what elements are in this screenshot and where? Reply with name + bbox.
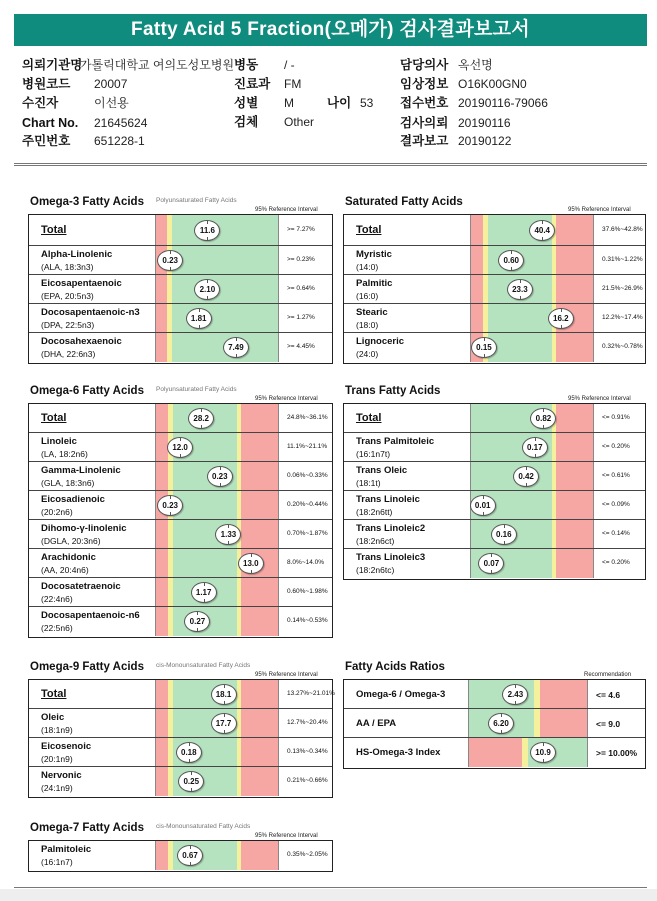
value-marker: 40.4 bbox=[529, 220, 555, 241]
range-red bbox=[471, 275, 483, 303]
omega3-row bbox=[29, 275, 332, 304]
row-sub: (GLA, 18:3n6) bbox=[41, 478, 95, 488]
range-red bbox=[241, 680, 278, 708]
row-name: Alpha-Linolenic bbox=[41, 249, 113, 260]
omega3-title: Omega-3 Fatty Acids bbox=[30, 196, 144, 208]
range-red bbox=[241, 767, 278, 796]
reference-value: 37.6%~42.8% bbox=[602, 225, 643, 233]
report-date-label: 결과보고 bbox=[400, 134, 449, 148]
omega3-panel bbox=[28, 214, 333, 364]
range-red bbox=[156, 520, 168, 548]
row-name: Linoleic bbox=[41, 436, 77, 447]
value-marker: 13.0 bbox=[238, 553, 264, 574]
ratios-ref-header: Recommendation bbox=[584, 672, 632, 678]
reference-value: 11.1%~21.1% bbox=[287, 442, 328, 450]
omega3-row bbox=[29, 333, 332, 362]
range-red bbox=[540, 680, 587, 708]
range-green bbox=[173, 549, 236, 577]
row-sub: (24:0) bbox=[356, 349, 379, 359]
chart-value: 21645624 bbox=[94, 116, 148, 130]
value-marker: 0.27 bbox=[184, 611, 210, 632]
trans-row bbox=[344, 491, 645, 520]
value-marker: 0.25 bbox=[178, 771, 204, 792]
range-green bbox=[172, 215, 278, 245]
trans-panel bbox=[343, 403, 646, 580]
range-red bbox=[241, 841, 278, 870]
omega6-row bbox=[29, 520, 332, 549]
value-marker: 23.3 bbox=[507, 279, 533, 300]
trans-row bbox=[344, 404, 645, 433]
ratios-title: Fatty Acids Ratios bbox=[345, 661, 445, 673]
reference-value: 12.2%~17.4% bbox=[602, 313, 643, 321]
range-red bbox=[471, 304, 483, 332]
clinical-value: O16K00GN0 bbox=[458, 77, 527, 91]
range-red bbox=[156, 333, 167, 362]
row-sub: (DHA, 22:6n3) bbox=[41, 349, 96, 359]
omega9-subtitle: cis-Monounsaturated Fatty Acids bbox=[156, 662, 251, 669]
range-bar bbox=[155, 767, 279, 796]
range-red bbox=[469, 738, 522, 767]
row-name: Nervonic bbox=[41, 770, 82, 781]
range-green bbox=[172, 275, 278, 303]
reference-value: 0.13%~0.34% bbox=[287, 747, 328, 755]
row-name: Stearic bbox=[356, 307, 388, 318]
omega3-subtitle: Polyunsaturated Fatty Acids bbox=[156, 197, 237, 204]
omega9-row bbox=[29, 709, 332, 738]
saturated-row bbox=[344, 246, 645, 275]
row-name: Omega-6 / Omega-3 bbox=[356, 688, 446, 700]
hospital-code-value: 20007 bbox=[94, 77, 128, 91]
range-red bbox=[241, 578, 278, 606]
sex-value: M bbox=[284, 96, 294, 110]
row-sub: (18:1n9) bbox=[41, 725, 73, 735]
value-marker: 0.16 bbox=[491, 524, 517, 545]
reference-value: 24.8%~36.1% bbox=[287, 413, 328, 421]
value-marker: 0.18 bbox=[176, 742, 202, 763]
range-red bbox=[241, 491, 278, 519]
omega9-panel bbox=[28, 679, 333, 798]
trans-row bbox=[344, 549, 645, 578]
row-sub: (18:2n6tt) bbox=[356, 507, 393, 517]
range-red bbox=[556, 462, 593, 490]
range-red bbox=[156, 607, 168, 636]
row-sub: (18:2n6ct) bbox=[356, 536, 395, 546]
value-marker: 2.43 bbox=[502, 684, 528, 705]
range-bar bbox=[155, 841, 279, 870]
row-sub: (LA, 18:2n6) bbox=[41, 449, 88, 459]
ratios-row bbox=[344, 709, 645, 738]
row-sub: (AA, 20:4n6) bbox=[41, 565, 89, 575]
range-green bbox=[488, 333, 551, 362]
row-name: Oleic bbox=[41, 712, 65, 723]
value-marker: 2.10 bbox=[194, 279, 220, 300]
range-red bbox=[156, 549, 168, 577]
range-red bbox=[156, 462, 168, 490]
omega7-row bbox=[29, 841, 332, 870]
value-marker: 0.23 bbox=[157, 495, 183, 516]
range-red bbox=[556, 404, 593, 432]
chart-label: Chart No. bbox=[22, 116, 79, 130]
trans-ref-header: 95% Reference Interval bbox=[568, 396, 631, 402]
omega6-ref-header: 95% Reference Interval bbox=[255, 396, 318, 402]
row-name: Eicosenoic bbox=[41, 741, 92, 752]
row-name: Total bbox=[41, 411, 67, 424]
row-name: Total bbox=[356, 223, 382, 236]
row-sub: (DPA, 22:5n3) bbox=[41, 320, 95, 330]
range-red bbox=[556, 549, 593, 578]
trans-title: Trans Fatty Acids bbox=[345, 385, 441, 397]
row-name: Dihomo-γ-linolenic bbox=[41, 523, 127, 534]
reference-value: <= 4.6 bbox=[596, 689, 621, 700]
request-date-label: 검사의뢰 bbox=[400, 116, 449, 130]
range-red bbox=[241, 709, 278, 737]
patient-value: 이선용 bbox=[94, 96, 129, 110]
value-marker: 0.42 bbox=[513, 466, 539, 487]
reference-value: 0.14%~0.53% bbox=[287, 616, 328, 624]
range-bar bbox=[468, 738, 588, 767]
row-name: Myristic bbox=[356, 249, 392, 260]
divider bbox=[14, 163, 647, 164]
saturated-row bbox=[344, 275, 645, 304]
reference-value: 21.5%~26.9% bbox=[602, 284, 643, 292]
range-red bbox=[156, 404, 168, 432]
sex-label: 성별 bbox=[234, 96, 259, 110]
doctor-label: 담당의사 bbox=[400, 58, 449, 72]
row-name: Palmitoleic bbox=[41, 844, 92, 855]
row-name: Docosapentaenoic-n6 bbox=[41, 610, 140, 621]
ratios-row bbox=[344, 738, 645, 767]
value-marker: 18.1 bbox=[211, 684, 237, 705]
range-red bbox=[556, 491, 593, 519]
row-sub: (20:1n9) bbox=[41, 754, 73, 764]
saturated-row bbox=[344, 215, 645, 246]
reference-value: <= 9.0 bbox=[596, 718, 621, 729]
reference-value: 8.0%~14.0% bbox=[287, 558, 325, 566]
omega7-title: Omega-7 Fatty Acids bbox=[30, 822, 144, 834]
omega3-row bbox=[29, 304, 332, 333]
omega7-ref-header: 95% Reference Interval bbox=[255, 833, 318, 839]
receipt-value: 20190116-79066 bbox=[458, 96, 548, 110]
saturated-title: Saturated Fatty Acids bbox=[345, 196, 463, 208]
range-bar bbox=[470, 520, 594, 548]
row-name: Total bbox=[356, 411, 382, 424]
row-name: Gamma-Linolenic bbox=[41, 465, 121, 476]
id-label: 주민번호 bbox=[22, 134, 71, 148]
reference-value: >= 10.00% bbox=[596, 747, 638, 758]
row-name: Total bbox=[41, 223, 67, 236]
range-green bbox=[488, 304, 551, 332]
clinical-label: 임상정보 bbox=[400, 77, 449, 91]
row-name: Eicosadienoic bbox=[41, 494, 105, 505]
range-red bbox=[241, 738, 278, 766]
institution-value: 가톨릭대학교 여의도성모병원 bbox=[80, 58, 235, 72]
row-name: Eicosapentaenoic bbox=[41, 278, 122, 289]
reference-value: >= 0.23% bbox=[287, 255, 315, 263]
reference-value: 0.60%~1.98% bbox=[287, 587, 328, 595]
range-bar bbox=[470, 304, 594, 332]
reference-value: <= 0.61% bbox=[602, 471, 630, 479]
reference-value: 0.31%~1.22% bbox=[602, 255, 643, 263]
range-red bbox=[556, 246, 593, 274]
reference-value: <= 0.20% bbox=[602, 558, 630, 566]
range-green bbox=[471, 462, 552, 490]
reference-value: 0.20%~0.44% bbox=[287, 500, 328, 508]
value-marker: 0.01 bbox=[470, 495, 496, 516]
value-marker: 0.07 bbox=[478, 553, 504, 574]
range-red bbox=[540, 709, 587, 737]
reference-value: 0.06%~0.33% bbox=[287, 471, 328, 479]
specimen-value: Other bbox=[284, 115, 315, 129]
row-name: Trans Linoleic2 bbox=[356, 523, 426, 534]
reference-value: 12.7%~20.4% bbox=[287, 718, 328, 726]
age-value: 53 bbox=[360, 96, 374, 110]
range-red bbox=[156, 841, 168, 870]
range-red bbox=[471, 215, 483, 245]
omega3-row bbox=[29, 215, 332, 246]
request-date-value: 20190116 bbox=[458, 116, 511, 130]
value-marker: 1.81 bbox=[186, 308, 212, 329]
omega6-row bbox=[29, 491, 332, 520]
range-red bbox=[156, 275, 167, 303]
footer-band bbox=[0, 889, 657, 901]
report-title: Fatty Acid 5 Fraction(오메가) 검사결과보고서 bbox=[14, 14, 647, 46]
range-red bbox=[156, 578, 168, 606]
value-marker: 0.82 bbox=[530, 408, 556, 429]
value-marker: 0.23 bbox=[207, 466, 233, 487]
ratios-panel bbox=[343, 679, 646, 769]
omega6-row bbox=[29, 549, 332, 578]
value-marker: 17.7 bbox=[211, 713, 237, 734]
range-bar bbox=[155, 333, 279, 362]
row-name: Trans Linoleic bbox=[356, 494, 420, 505]
ratios-row bbox=[344, 680, 645, 709]
range-red bbox=[556, 333, 593, 362]
row-name: Docosahexaenoic bbox=[41, 336, 122, 347]
range-red bbox=[241, 433, 278, 461]
range-red bbox=[241, 404, 278, 432]
row-sub: (16:1n7t) bbox=[356, 449, 391, 459]
omega6-title: Omega-6 Fatty Acids bbox=[30, 385, 144, 397]
row-name: HS-Omega-3 Index bbox=[356, 746, 441, 758]
row-sub: (16:0) bbox=[356, 291, 379, 301]
trans-row bbox=[344, 433, 645, 462]
divider bbox=[14, 165, 647, 166]
row-sub: (24:1n9) bbox=[41, 783, 73, 793]
omega6-row bbox=[29, 462, 332, 491]
reference-value: 0.32%~0.78% bbox=[602, 342, 643, 350]
value-marker: 0.23 bbox=[157, 250, 183, 271]
value-marker: 0.67 bbox=[177, 845, 203, 866]
range-bar bbox=[155, 738, 279, 766]
range-bar bbox=[155, 607, 279, 636]
omega6-row bbox=[29, 578, 332, 607]
value-marker: 10.9 bbox=[530, 742, 556, 763]
row-name: Arachidonic bbox=[41, 552, 96, 563]
range-bar bbox=[155, 304, 279, 332]
row-sub: (22:5n6) bbox=[41, 623, 73, 633]
omega6-row bbox=[29, 404, 332, 433]
ward-value: / - bbox=[284, 58, 295, 72]
reference-value: >= 0.64% bbox=[287, 284, 315, 292]
bottom-divider bbox=[14, 887, 647, 888]
omega3-ref-header: 95% Reference Interval bbox=[255, 207, 318, 213]
omega7-subtitle: cis-Monounsaturated Fatty Acids bbox=[156, 823, 251, 830]
age-label: 나이 bbox=[327, 96, 352, 110]
institution-label: 의뢰기관명 bbox=[22, 58, 83, 72]
range-red bbox=[156, 680, 168, 708]
dept-label: 진료과 bbox=[234, 77, 271, 91]
ward-label: 병동 bbox=[234, 58, 259, 72]
range-red bbox=[156, 709, 168, 737]
omega7-panel bbox=[28, 840, 333, 872]
value-marker: 6.20 bbox=[488, 713, 514, 734]
value-marker: 0.15 bbox=[471, 337, 497, 358]
range-red bbox=[556, 215, 593, 245]
reference-value: 0.21%~0.66% bbox=[287, 776, 328, 784]
omega9-row bbox=[29, 738, 332, 767]
row-name: Lignoceric bbox=[356, 336, 405, 347]
value-marker: 0.17 bbox=[522, 437, 548, 458]
omega9-row bbox=[29, 767, 332, 796]
saturated-row bbox=[344, 333, 645, 362]
specimen-label: 검체 bbox=[234, 115, 259, 129]
row-sub: (14:0) bbox=[356, 262, 379, 272]
id-value: 651228-1 bbox=[94, 134, 145, 148]
row-sub: (DGLA, 20:3n6) bbox=[41, 536, 101, 546]
reference-value: 0.70%~1.87% bbox=[287, 529, 328, 537]
reference-value: 0.35%~2.05% bbox=[287, 850, 328, 858]
range-red bbox=[241, 520, 278, 548]
value-marker: 28.2 bbox=[188, 408, 214, 429]
range-red bbox=[556, 433, 593, 461]
value-marker: 1.33 bbox=[215, 524, 241, 545]
saturated-panel bbox=[343, 214, 646, 364]
patient-label: 수진자 bbox=[22, 96, 59, 110]
omega6-row bbox=[29, 607, 332, 636]
omega6-subtitle: Polyunsaturated Fatty Acids bbox=[156, 386, 237, 393]
reference-value: <= 0.09% bbox=[602, 500, 630, 508]
value-marker: 12.0 bbox=[167, 437, 193, 458]
row-sub: (ALA, 18:3n3) bbox=[41, 262, 94, 272]
omega9-ref-header: 95% Reference Interval bbox=[255, 672, 318, 678]
row-sub: (18:0) bbox=[356, 320, 379, 330]
hospital-code-label: 병원코드 bbox=[22, 77, 71, 91]
range-bar bbox=[470, 246, 594, 274]
row-name: Trans Linoleic3 bbox=[356, 552, 426, 563]
range-bar bbox=[468, 709, 588, 737]
reference-value: <= 0.14% bbox=[602, 529, 630, 537]
saturated-ref-header: 95% Reference Interval bbox=[568, 207, 631, 213]
reference-value: >= 7.27% bbox=[287, 225, 315, 233]
range-red bbox=[156, 215, 167, 245]
row-name: Trans Oleic bbox=[356, 465, 408, 476]
row-sub: (20:2n6) bbox=[41, 507, 73, 517]
reference-value: >= 1.27% bbox=[287, 313, 315, 321]
range-red bbox=[156, 304, 167, 332]
row-name: Trans Palmitoleic bbox=[356, 436, 435, 447]
reference-value: <= 0.20% bbox=[602, 442, 630, 450]
range-red bbox=[156, 767, 168, 796]
range-red bbox=[556, 520, 593, 548]
row-name: Total bbox=[41, 687, 67, 700]
patient-info bbox=[22, 56, 647, 152]
value-marker: 11.6 bbox=[194, 220, 220, 241]
range-green bbox=[172, 246, 278, 274]
range-red bbox=[556, 275, 593, 303]
receipt-label: 접수번호 bbox=[400, 96, 449, 110]
range-red bbox=[241, 607, 278, 636]
saturated-row bbox=[344, 304, 645, 333]
row-name: Docosapentaenoic-n3 bbox=[41, 307, 140, 318]
value-marker: 7.49 bbox=[223, 337, 249, 358]
range-red bbox=[471, 246, 483, 274]
row-sub: (EPA, 20:5n3) bbox=[41, 291, 94, 301]
row-name: AA / EPA bbox=[356, 717, 397, 729]
value-marker: 1.17 bbox=[191, 582, 217, 603]
omega9-title: Omega-9 Fatty Acids bbox=[30, 661, 144, 673]
row-sub: (18:2n6tc) bbox=[356, 565, 395, 575]
row-sub: (22:4n6) bbox=[41, 594, 73, 604]
omega6-panel bbox=[28, 403, 333, 638]
range-bar bbox=[155, 578, 279, 606]
row-name: Palmitic bbox=[356, 278, 393, 289]
omega3-row bbox=[29, 246, 332, 275]
omega6-row bbox=[29, 433, 332, 462]
row-name: Docosatetraenoic bbox=[41, 581, 121, 592]
trans-row bbox=[344, 520, 645, 549]
reference-value: >= 4.45% bbox=[287, 342, 315, 350]
reference-value: <= 0.91% bbox=[602, 413, 630, 421]
row-sub: (16:1n7) bbox=[41, 857, 73, 867]
row-sub: (18:1t) bbox=[356, 478, 381, 488]
doctor-value: 옥선명 bbox=[458, 58, 493, 72]
report-date-value: 20190122 bbox=[458, 134, 512, 148]
dept-value: FM bbox=[284, 77, 302, 91]
trans-row bbox=[344, 462, 645, 491]
range-red bbox=[156, 738, 168, 766]
range-bar bbox=[155, 404, 279, 432]
value-marker: 16.2 bbox=[548, 308, 574, 329]
reference-value: 13.27%~21.01% bbox=[287, 689, 335, 697]
range-red bbox=[241, 462, 278, 490]
value-marker: 0.60 bbox=[498, 250, 524, 271]
omega9-row bbox=[29, 680, 335, 709]
